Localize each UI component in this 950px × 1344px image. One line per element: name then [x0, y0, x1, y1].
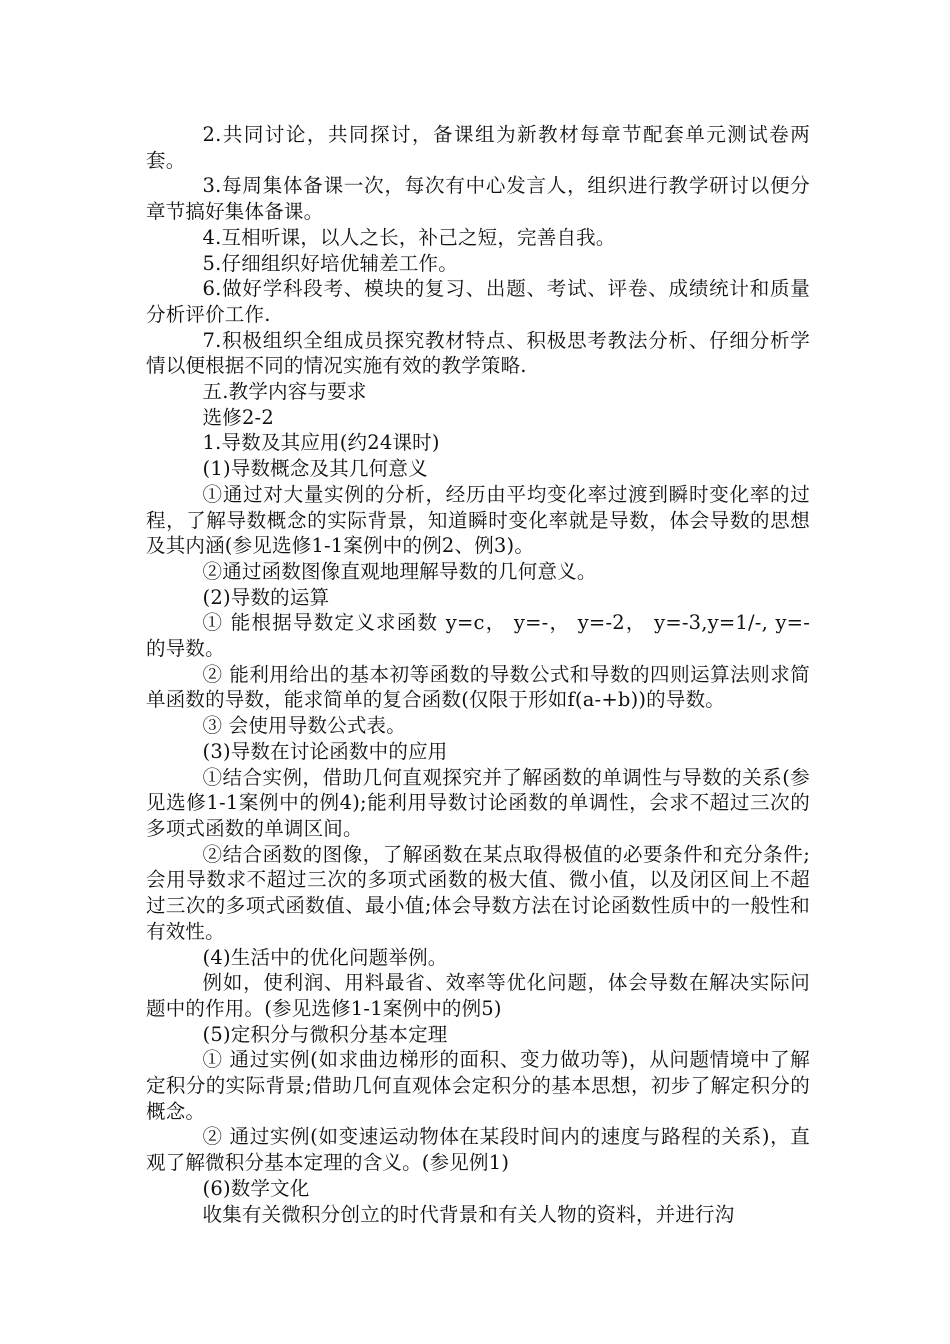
- paragraph-item-7: 7.积极组织全组成员探究教材特点、积极思考教法分析、仔细分析学情以便根据不同的情况实施有效的教学策略.: [146, 328, 810, 378]
- paragraph-item-4: 4.互相听课，以人之长，补己之短，完善自我。: [202, 225, 616, 249]
- subsection-heading-1: (1)导数概念及其几何意义: [202, 457, 428, 481]
- paragraph-derivative-operation-2: ② 能利用给出的基本初等函数的导数公式和导数的四则运算法则求简单函数的导数，能求简单的复合函数(仅限于形如f(a-+b))的导数。: [146, 662, 810, 712]
- paragraph-integral-1: ① 通过实例(如求曲边梯形的面积、变力做功等)，从问题情境中了解定积分的实际背景;借助几何直观体会定积分的基本思想，初步了解定积分的概念。: [146, 1048, 810, 1123]
- paragraph-derivative-operation-3: ③ 会使用导数公式表。: [202, 714, 406, 738]
- subsection-heading-5: (5)定积分与微积分基本定理: [202, 1022, 448, 1046]
- subsection-heading-3: (3)导数在讨论函数中的应用: [202, 739, 448, 763]
- paragraph-item-5: 5.仔细组织好培优辅差工作。: [202, 251, 458, 275]
- module-heading: 选修2-2: [202, 405, 274, 429]
- subsection-heading-6: (6)数学文化: [202, 1176, 310, 1200]
- chapter-heading: 1.导数及其应用(约24课时): [202, 431, 440, 455]
- paragraph-math-culture: 收集有关微积分创立的时代背景和有关人物的资料，并进行沟: [202, 1202, 735, 1226]
- subsection-heading-2: (2)导数的运算: [202, 585, 330, 609]
- paragraph-derivative-operation-1: ① 能根据导数定义求函数 y=c， y=-， y=-2， y=-3,y=1/-, y=- 的导数。: [146, 611, 810, 661]
- document-page: [146, 122, 810, 1227]
- paragraph-derivative-concept-2: ②通过函数图像直观地理解导数的几何意义。: [202, 559, 597, 583]
- paragraph-derivative-concept-1: ①通过对大量实例的分析，经历由平均变化率过渡到瞬时变化率的过程，了解导数概念的实际背景，知道瞬时变化率就是导数，体会导数的思想及其内涵(参见选修1-1案例中的例2、例3)。: [146, 482, 810, 558]
- section-heading-5: 五.教学内容与要求: [202, 380, 367, 404]
- paragraph-optimization-example: 例如，使利润、用料最省、效率等优化问题，体会导数在解决实际问题中的作用。(参见选修1-1案例中的例5): [146, 971, 810, 1020]
- paragraph-item-6: 6.做好学科段考、模块的复习、出题、考试、评卷、成绩统计和质量分析评价工作.: [146, 277, 810, 326]
- paragraph-item-2: 2.共同讨论，共同探讨，备课组为新教材每章节配套单元测试卷两套。: [146, 123, 810, 172]
- subsection-heading-4: (4)生活中的优化问题举例。: [202, 945, 448, 969]
- paragraph-item-3: 3.每周集体备课一次，每次有中心发言人，组织进行教学研讨以便分章节搞好集体备课。: [146, 174, 810, 224]
- paragraph-integral-2: ② 通过实例(如变速运动物体在某段时间内的速度与路程的关系)，直观了解微积分基本定理的含义。(参见例1): [146, 1125, 810, 1175]
- paragraph-function-application-1: ①结合实例，借助几何直观探究并了解函数的单调性与导数的关系(参见选修1-1案例中的例4);能利用导数讨论函数的单调性，会求不超过三次的多项式函数的单调区间。: [146, 765, 810, 840]
- paragraph-function-application-2: ②结合函数的图像，了解函数在某点取得极值的必要条件和充分条件;会用导数求不超过三次的多项式函数的极大值、微小值，以及闭区间上不超过三次的多项式函数值、最小值;体会导数方法在讨论函数性质中的一般性和有效性。: [146, 842, 810, 943]
